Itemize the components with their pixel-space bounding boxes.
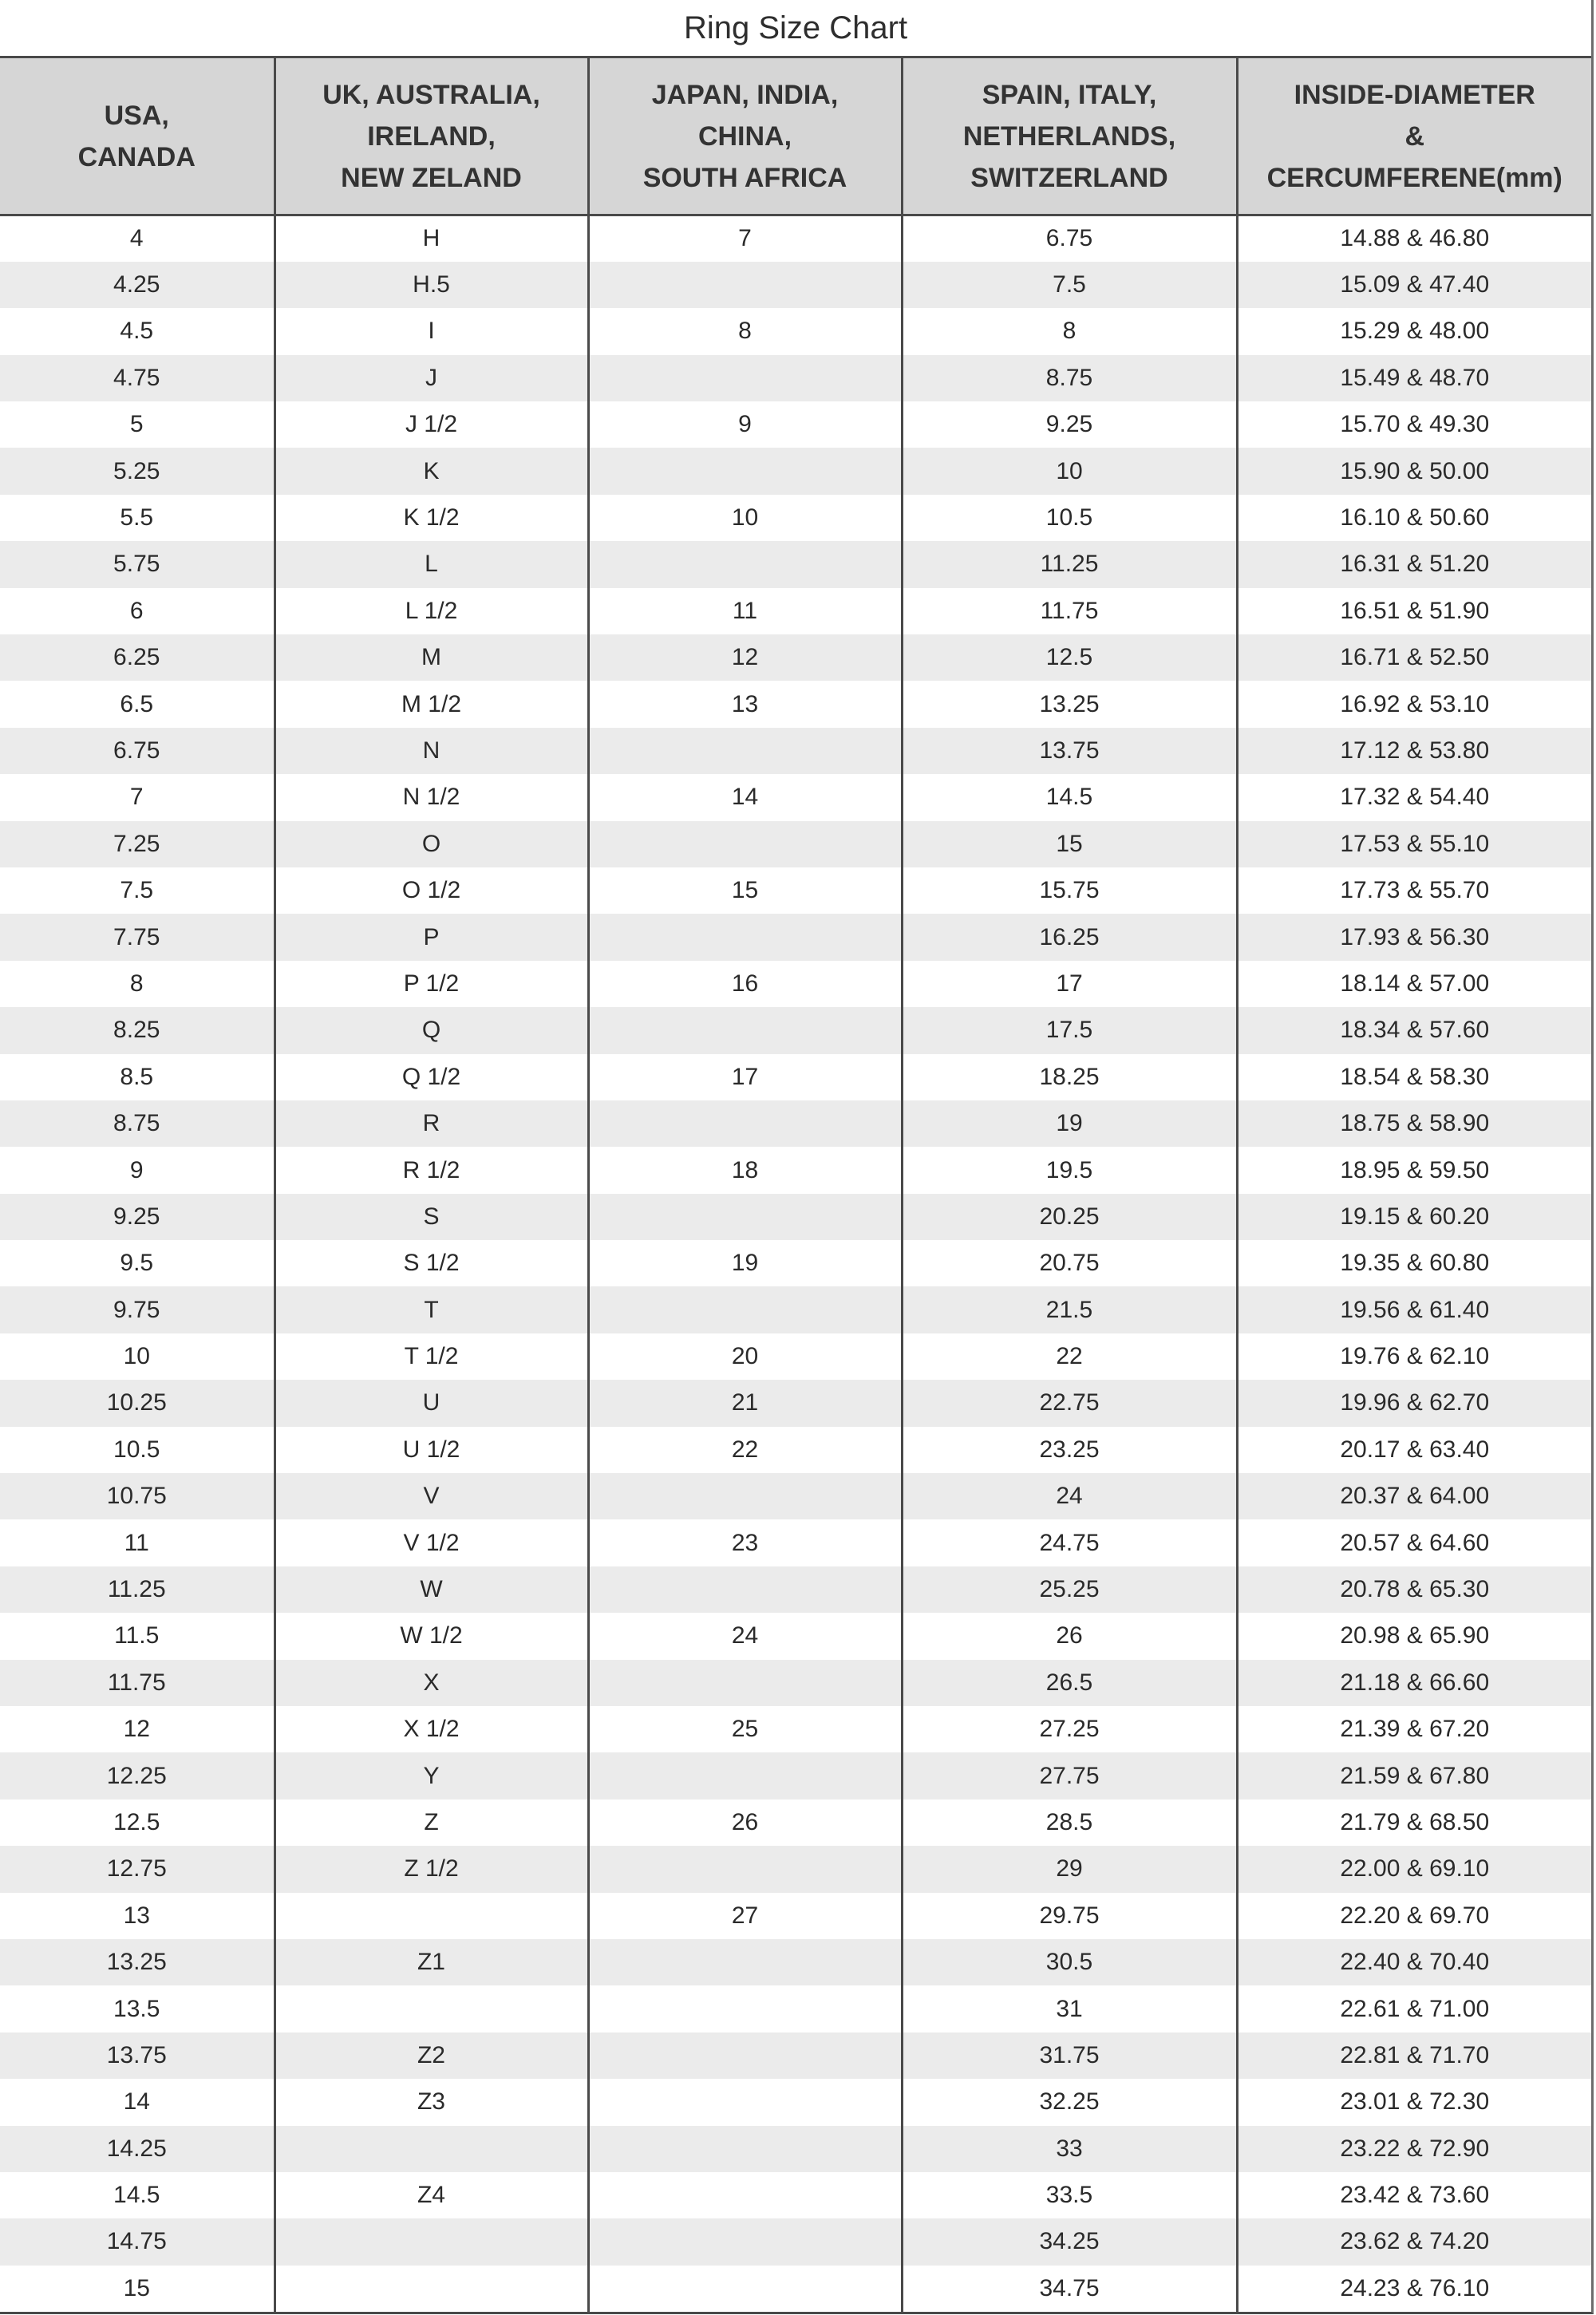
cell-diameter-circumference: 22.81 & 71.70 bbox=[1237, 2033, 1591, 2079]
cell-diameter-circumference: 17.73 & 55.70 bbox=[1237, 867, 1591, 914]
cell-spain-size: 10 bbox=[902, 448, 1237, 494]
cell-spain-size: 13.75 bbox=[902, 728, 1237, 774]
cell-japan-size: 7 bbox=[588, 215, 902, 262]
cell-usa-size: 4.5 bbox=[120, 318, 154, 345]
cell-diameter-circumference: 22.61 & 71.00 bbox=[1237, 1985, 1591, 2032]
cell-diameter-circumference: 21.79 & 68.50 bbox=[1237, 1799, 1591, 1846]
table-row bbox=[0, 262, 1591, 308]
cell-japan-size bbox=[588, 2033, 902, 2079]
cell-spain-size: 8.75 bbox=[902, 355, 1237, 401]
table-row bbox=[0, 355, 1591, 401]
cell-diameter-circumference: 20.78 & 65.30 bbox=[1237, 1566, 1591, 1613]
table-row bbox=[0, 1380, 1591, 1426]
cell-diameter-circumference: 23.62 & 74.20 bbox=[1237, 2218, 1591, 2265]
cell-usa-size: 7.75 bbox=[0, 914, 275, 960]
table-row bbox=[0, 1613, 1591, 1659]
cell-usa-size: 7 bbox=[129, 784, 144, 811]
cell-diameter-circumference: 22.40 & 70.40 bbox=[1237, 1939, 1591, 1985]
cell-spain-size: 33.5 bbox=[902, 2172, 1237, 2218]
cell-usa-size: 5.25 bbox=[0, 448, 275, 494]
table-row bbox=[0, 1846, 1591, 1892]
cell-spain-size: 23.25 bbox=[902, 1427, 1237, 1473]
cell-japan-size bbox=[588, 2126, 902, 2172]
cell-japan-size: 9 bbox=[588, 401, 902, 448]
cell-diameter-circumference: 20.57 & 64.60 bbox=[1237, 1519, 1591, 1566]
cell-japan-size: 17 bbox=[588, 1054, 902, 1100]
cell-diameter-circumference: 15.29 & 48.00 bbox=[1237, 308, 1591, 354]
table-row bbox=[0, 867, 1591, 914]
cell-japan-size: 11 bbox=[588, 588, 902, 634]
cell-japan-size: 24 bbox=[588, 1613, 902, 1659]
cell-usa-size: 13.5 bbox=[113, 1995, 160, 2022]
cell-uk-size: X bbox=[275, 1660, 588, 1706]
cell-diameter-circumference: 18.34 & 57.60 bbox=[1237, 1007, 1591, 1053]
cell-diameter-circumference: 18.54 & 58.30 bbox=[1237, 1054, 1591, 1100]
cell-diameter-circumference: 23.42 & 73.60 bbox=[1237, 2172, 1591, 2218]
cell-spain-size: 15 bbox=[902, 821, 1237, 867]
cell-usa-size: 11.25 bbox=[0, 1566, 275, 1613]
cell-diameter-circumference: 23.22 & 72.90 bbox=[1237, 2126, 1591, 2172]
table-row bbox=[0, 1286, 1591, 1333]
cell-japan-size: 21 bbox=[588, 1380, 902, 1426]
cell-uk-size: S 1/2 bbox=[275, 1240, 588, 1286]
table-row bbox=[0, 1893, 1591, 1939]
cell-usa-size: 6 bbox=[129, 597, 144, 624]
table-row bbox=[0, 1519, 1591, 1566]
cell-japan-size bbox=[588, 1100, 902, 1147]
table-row bbox=[0, 728, 1591, 774]
cell-spain-size: 7.5 bbox=[902, 262, 1237, 308]
cell-uk-size bbox=[275, 1985, 588, 2032]
cell-usa-size: 12 bbox=[123, 1716, 150, 1743]
cell-japan-size: 19 bbox=[588, 1240, 902, 1286]
ring-size-table bbox=[0, 56, 1591, 2312]
cell-uk-size: O 1/2 bbox=[275, 867, 588, 914]
cell-japan-size: 18 bbox=[588, 1147, 902, 1193]
cell-uk-size: Z bbox=[275, 1799, 588, 1846]
cell-spain-size: 30.5 bbox=[902, 1939, 1237, 1985]
table-row bbox=[0, 681, 1591, 727]
cell-uk-size bbox=[275, 2266, 588, 2312]
table-row bbox=[0, 1752, 1591, 1799]
table-row bbox=[0, 1706, 1591, 1752]
cell-japan-size bbox=[588, 1939, 902, 1985]
cell-usa-size: 14 bbox=[123, 2088, 150, 2115]
cell-japan-size bbox=[588, 821, 902, 867]
cell-diameter-circumference: 17.32 & 54.40 bbox=[1237, 774, 1591, 820]
cell-usa-size: 9.5 bbox=[120, 1250, 154, 1277]
cell-uk-size: Q 1/2 bbox=[275, 1054, 588, 1100]
cell-japan-size bbox=[588, 2079, 902, 2125]
cell-japan-size bbox=[588, 1566, 902, 1613]
cell-usa-size: 12.5 bbox=[113, 1808, 160, 1835]
table-row bbox=[0, 1939, 1591, 1985]
cell-spain-size: 9.25 bbox=[902, 401, 1237, 448]
cell-diameter-circumference: 17.93 & 56.30 bbox=[1237, 914, 1591, 960]
header-usa-canada: USA, CANADA bbox=[0, 57, 275, 215]
cell-spain-size: 16.25 bbox=[902, 914, 1237, 960]
cell-spain-size: 18.25 bbox=[902, 1054, 1237, 1100]
cell-japan-size: 22 bbox=[588, 1427, 902, 1473]
cell-uk-size: V bbox=[275, 1473, 588, 1519]
table-row bbox=[0, 1100, 1591, 1147]
table-row bbox=[0, 1147, 1591, 1193]
cell-spain-size: 17 bbox=[902, 961, 1237, 1007]
cell-diameter-circumference: 16.31 & 51.20 bbox=[1237, 541, 1591, 587]
cell-spain-size: 31.75 bbox=[902, 2033, 1237, 2079]
cell-spain-size: 22.75 bbox=[902, 1380, 1237, 1426]
table-row bbox=[0, 1054, 1591, 1100]
cell-diameter-circumference: 16.51 & 51.90 bbox=[1237, 588, 1591, 634]
cell-usa-size: 8.25 bbox=[0, 1007, 275, 1053]
table-row bbox=[0, 215, 1591, 262]
table-row bbox=[0, 774, 1591, 820]
cell-japan-size bbox=[588, 728, 902, 774]
cell-japan-size bbox=[588, 2172, 902, 2218]
cell-usa-size: 12.25 bbox=[0, 1752, 275, 1799]
cell-spain-size: 22 bbox=[902, 1333, 1237, 1380]
header-diameter-circumference: INSIDE-DIAMETER & CERCUMFERENE(mm) bbox=[1237, 57, 1591, 215]
cell-japan-size bbox=[588, 1007, 902, 1053]
cell-usa-size: 8.75 bbox=[0, 1100, 275, 1147]
cell-japan-size: 25 bbox=[588, 1706, 902, 1752]
table-row bbox=[0, 1333, 1591, 1380]
cell-spain-size: 26.5 bbox=[902, 1660, 1237, 1706]
cell-diameter-circumference: 19.35 & 60.80 bbox=[1237, 1240, 1591, 1286]
cell-spain-size: 33 bbox=[902, 2126, 1237, 2172]
cell-uk-size: I bbox=[275, 308, 588, 354]
table-row bbox=[0, 914, 1591, 960]
cell-spain-size: 12.5 bbox=[902, 634, 1237, 681]
cell-usa-size: 14.25 bbox=[0, 2126, 275, 2172]
cell-diameter-circumference: 21.59 & 67.80 bbox=[1237, 1752, 1591, 1799]
cell-spain-size: 21.5 bbox=[902, 1286, 1237, 1333]
cell-uk-size: K bbox=[275, 448, 588, 494]
cell-usa-size: 11.75 bbox=[0, 1660, 275, 1706]
cell-usa-size: 5 bbox=[129, 411, 144, 438]
cell-uk-size: S bbox=[275, 1194, 588, 1240]
cell-spain-size: 27.75 bbox=[902, 1752, 1237, 1799]
cell-uk-size: Z4 bbox=[275, 2172, 588, 2218]
cell-japan-size bbox=[588, 262, 902, 308]
cell-usa-size: 4 bbox=[129, 225, 144, 252]
cell-uk-size: H bbox=[275, 215, 588, 262]
cell-spain-size: 24.75 bbox=[902, 1519, 1237, 1566]
cell-spain-size: 17.5 bbox=[902, 1007, 1237, 1053]
cell-usa-size: 11.5 bbox=[114, 1622, 160, 1649]
cell-uk-size: Q bbox=[275, 1007, 588, 1053]
cell-spain-size: 11.25 bbox=[902, 541, 1237, 587]
cell-japan-size bbox=[588, 1194, 902, 1240]
cell-japan-size bbox=[588, 1985, 902, 2032]
cell-japan-size bbox=[588, 448, 902, 494]
cell-spain-size: 13.25 bbox=[902, 681, 1237, 727]
cell-usa-size: 10.5 bbox=[113, 1436, 160, 1463]
cell-usa-size: 6.5 bbox=[120, 690, 154, 717]
cell-japan-size bbox=[588, 1473, 902, 1519]
cell-spain-size: 20.75 bbox=[902, 1240, 1237, 1286]
cell-japan-size: 13 bbox=[588, 681, 902, 727]
cell-diameter-circumference: 17.12 & 53.80 bbox=[1237, 728, 1591, 774]
cell-spain-size: 31 bbox=[902, 1985, 1237, 2032]
table-row bbox=[0, 1007, 1591, 1053]
cell-uk-size: M 1/2 bbox=[275, 681, 588, 727]
cell-uk-size: M bbox=[275, 634, 588, 681]
cell-uk-size: R 1/2 bbox=[275, 1147, 588, 1193]
cell-uk-size bbox=[275, 2218, 588, 2265]
cell-spain-size: 34.25 bbox=[902, 2218, 1237, 2265]
cell-japan-size bbox=[588, 2218, 902, 2265]
table-row bbox=[0, 2033, 1591, 2079]
cell-diameter-circumference: 22.00 & 69.10 bbox=[1237, 1846, 1591, 1892]
table-row bbox=[0, 588, 1591, 634]
cell-uk-size: Z 1/2 bbox=[275, 1846, 588, 1892]
table-row bbox=[0, 2218, 1591, 2265]
cell-japan-size bbox=[588, 1846, 902, 1892]
cell-uk-size: J bbox=[275, 355, 588, 401]
cell-diameter-circumference: 20.98 & 65.90 bbox=[1237, 1613, 1591, 1659]
cell-usa-size: 8 bbox=[129, 970, 144, 997]
cell-uk-size: P bbox=[275, 914, 588, 960]
cell-japan-size: 12 bbox=[588, 634, 902, 681]
cell-spain-size: 10.5 bbox=[902, 495, 1237, 541]
cell-diameter-circumference: 17.53 & 55.10 bbox=[1237, 821, 1591, 867]
table-row bbox=[0, 961, 1591, 1007]
chart-title: Ring Size Chart bbox=[0, 0, 1591, 56]
cell-diameter-circumference: 15.09 & 47.40 bbox=[1237, 262, 1591, 308]
cell-diameter-circumference: 21.39 & 67.20 bbox=[1237, 1706, 1591, 1752]
cell-diameter-circumference: 18.14 & 57.00 bbox=[1237, 961, 1591, 1007]
cell-uk-size: U bbox=[275, 1380, 588, 1426]
cell-diameter-circumference: 15.90 & 50.00 bbox=[1237, 448, 1591, 494]
header-japan-india: JAPAN, INDIA, CHINA, SOUTH AFRICA bbox=[588, 57, 902, 215]
cell-spain-size: 25.25 bbox=[902, 1566, 1237, 1613]
table-row bbox=[0, 401, 1591, 448]
cell-japan-size bbox=[588, 1660, 902, 1706]
cell-spain-size: 11.75 bbox=[902, 588, 1237, 634]
table-row bbox=[0, 541, 1591, 587]
cell-usa-size: 13 bbox=[123, 1902, 150, 1929]
cell-japan-size bbox=[588, 2266, 902, 2312]
cell-diameter-circumference: 20.37 & 64.00 bbox=[1237, 1473, 1591, 1519]
cell-diameter-circumference: 22.20 & 69.70 bbox=[1237, 1893, 1591, 1939]
cell-spain-size: 26 bbox=[902, 1613, 1237, 1659]
cell-diameter-circumference: 19.56 & 61.40 bbox=[1237, 1286, 1591, 1333]
cell-spain-size: 14.5 bbox=[902, 774, 1237, 820]
cell-usa-size: 9.75 bbox=[0, 1286, 275, 1333]
cell-diameter-circumference: 15.49 & 48.70 bbox=[1237, 355, 1591, 401]
cell-spain-size: 34.75 bbox=[902, 2266, 1237, 2312]
cell-usa-size: 12.75 bbox=[0, 1846, 275, 1892]
cell-usa-size: 5.5 bbox=[120, 504, 154, 531]
cell-japan-size: 8 bbox=[588, 308, 902, 354]
table-row bbox=[0, 2126, 1591, 2172]
cell-japan-size: 15 bbox=[588, 867, 902, 914]
cell-uk-size: L 1/2 bbox=[275, 588, 588, 634]
cell-usa-size: 7.25 bbox=[0, 821, 275, 867]
cell-usa-size: 9.25 bbox=[0, 1194, 275, 1240]
header-spain-italy: SPAIN, ITALY, NETHERLANDS, SWITZERLAND bbox=[902, 57, 1237, 215]
cell-japan-size bbox=[588, 914, 902, 960]
cell-usa-size: 13.25 bbox=[0, 1939, 275, 1985]
table-row bbox=[0, 1194, 1591, 1240]
cell-uk-size: N bbox=[275, 728, 588, 774]
cell-diameter-circumference: 20.17 & 63.40 bbox=[1237, 1427, 1591, 1473]
table-row bbox=[0, 821, 1591, 867]
cell-japan-size: 16 bbox=[588, 961, 902, 1007]
cell-japan-size: 26 bbox=[588, 1799, 902, 1846]
cell-usa-size: 14.5 bbox=[113, 2182, 160, 2209]
cell-uk-size: W bbox=[275, 1566, 588, 1613]
cell-spain-size: 27.25 bbox=[902, 1706, 1237, 1752]
cell-japan-size: 23 bbox=[588, 1519, 902, 1566]
table-row bbox=[0, 1660, 1591, 1706]
cell-diameter-circumference: 15.70 & 49.30 bbox=[1237, 401, 1591, 448]
header-row bbox=[0, 57, 1591, 215]
cell-uk-size: Z2 bbox=[275, 2033, 588, 2079]
table-row bbox=[0, 1566, 1591, 1613]
cell-diameter-circumference: 19.15 & 60.20 bbox=[1237, 1194, 1591, 1240]
cell-japan-size: 20 bbox=[588, 1333, 902, 1380]
cell-usa-size: 4.25 bbox=[0, 262, 275, 308]
cell-uk-size: O bbox=[275, 821, 588, 867]
cell-diameter-circumference: 18.75 & 58.90 bbox=[1237, 1100, 1591, 1147]
cell-diameter-circumference: 14.88 & 46.80 bbox=[1237, 215, 1591, 262]
cell-spain-size: 29.75 bbox=[902, 1893, 1237, 1939]
cell-spain-size: 29 bbox=[902, 1846, 1237, 1892]
table-row bbox=[0, 1799, 1591, 1846]
cell-usa-size: 6.25 bbox=[0, 634, 275, 681]
cell-spain-size: 28.5 bbox=[902, 1799, 1237, 1846]
cell-uk-size: K 1/2 bbox=[275, 495, 588, 541]
cell-usa-size: 15 bbox=[123, 2274, 150, 2301]
cell-diameter-circumference: 18.95 & 59.50 bbox=[1237, 1147, 1591, 1193]
cell-usa-size: 6.75 bbox=[0, 728, 275, 774]
header-uk-australia: UK, AUSTRALIA, IRELAND, NEW ZELAND bbox=[275, 57, 588, 215]
cell-usa-size: 4.75 bbox=[0, 355, 275, 401]
cell-uk-size: H.5 bbox=[275, 262, 588, 308]
cell-japan-size bbox=[588, 1752, 902, 1799]
cell-spain-size: 19 bbox=[902, 1100, 1237, 1147]
cell-diameter-circumference: 19.96 & 62.70 bbox=[1237, 1380, 1591, 1426]
cell-uk-size: Z3 bbox=[275, 2079, 588, 2125]
cell-diameter-circumference: 23.01 & 72.30 bbox=[1237, 2079, 1591, 2125]
cell-spain-size: 6.75 bbox=[902, 215, 1237, 262]
cell-japan-size bbox=[588, 1286, 902, 1333]
cell-uk-size: P 1/2 bbox=[275, 961, 588, 1007]
table-row bbox=[0, 1473, 1591, 1519]
cell-diameter-circumference: 16.92 & 53.10 bbox=[1237, 681, 1591, 727]
cell-spain-size: 20.25 bbox=[902, 1194, 1237, 1240]
cell-uk-size: Z1 bbox=[275, 1939, 588, 1985]
cell-uk-size: T 1/2 bbox=[275, 1333, 588, 1380]
cell-japan-size: 14 bbox=[588, 774, 902, 820]
cell-usa-size: 13.75 bbox=[0, 2033, 275, 2079]
cell-spain-size: 15.75 bbox=[902, 867, 1237, 914]
cell-uk-size: X 1/2 bbox=[275, 1706, 588, 1752]
table-row bbox=[0, 495, 1591, 541]
table-row bbox=[0, 2079, 1591, 2125]
table-row bbox=[0, 634, 1591, 681]
cell-spain-size: 19.5 bbox=[902, 1147, 1237, 1193]
cell-usa-size: 14.75 bbox=[0, 2218, 275, 2265]
cell-spain-size: 24 bbox=[902, 1473, 1237, 1519]
table-row bbox=[0, 1427, 1591, 1473]
table-row bbox=[0, 1240, 1591, 1286]
cell-uk-size: N 1/2 bbox=[275, 774, 588, 820]
table-row bbox=[0, 308, 1591, 354]
cell-usa-size: 10 bbox=[123, 1343, 150, 1370]
cell-uk-size: Y bbox=[275, 1752, 588, 1799]
cell-diameter-circumference: 21.18 & 66.60 bbox=[1237, 1660, 1591, 1706]
table-row bbox=[0, 2172, 1591, 2218]
cell-uk-size: L bbox=[275, 541, 588, 587]
cell-uk-size: T bbox=[275, 1286, 588, 1333]
cell-diameter-circumference: 19.76 & 62.10 bbox=[1237, 1333, 1591, 1380]
cell-diameter-circumference: 16.10 & 50.60 bbox=[1237, 495, 1591, 541]
cell-usa-size: 10.75 bbox=[0, 1473, 275, 1519]
cell-japan-size: 10 bbox=[588, 495, 902, 541]
cell-japan-size bbox=[588, 355, 902, 401]
cell-usa-size: 8.5 bbox=[120, 1063, 154, 1090]
cell-uk-size: J 1/2 bbox=[275, 401, 588, 448]
cell-uk-size bbox=[275, 2126, 588, 2172]
cell-japan-size bbox=[588, 541, 902, 587]
table-row bbox=[0, 1985, 1591, 2032]
cell-japan-size: 27 bbox=[588, 1893, 902, 1939]
cell-uk-size: V 1/2 bbox=[275, 1519, 588, 1566]
table-row bbox=[0, 448, 1591, 494]
cell-usa-size: 9 bbox=[129, 1156, 144, 1183]
cell-uk-size: R bbox=[275, 1100, 588, 1147]
cell-usa-size: 5.75 bbox=[0, 541, 275, 587]
cell-spain-size: 8 bbox=[902, 308, 1237, 354]
cell-diameter-circumference: 16.71 & 52.50 bbox=[1237, 634, 1591, 681]
table-body bbox=[0, 215, 1591, 2313]
cell-usa-size: 10.25 bbox=[0, 1380, 275, 1426]
cell-diameter-circumference: 24.23 & 76.10 bbox=[1237, 2266, 1591, 2312]
table-row bbox=[0, 2266, 1591, 2312]
cell-uk-size: W 1/2 bbox=[275, 1613, 588, 1659]
cell-uk-size bbox=[275, 1893, 588, 1939]
cell-usa-size: 7.5 bbox=[120, 877, 154, 904]
cell-uk-size: U 1/2 bbox=[275, 1427, 588, 1473]
cell-usa-size: 11 bbox=[124, 1529, 149, 1556]
cell-spain-size: 32.25 bbox=[902, 2079, 1237, 2125]
